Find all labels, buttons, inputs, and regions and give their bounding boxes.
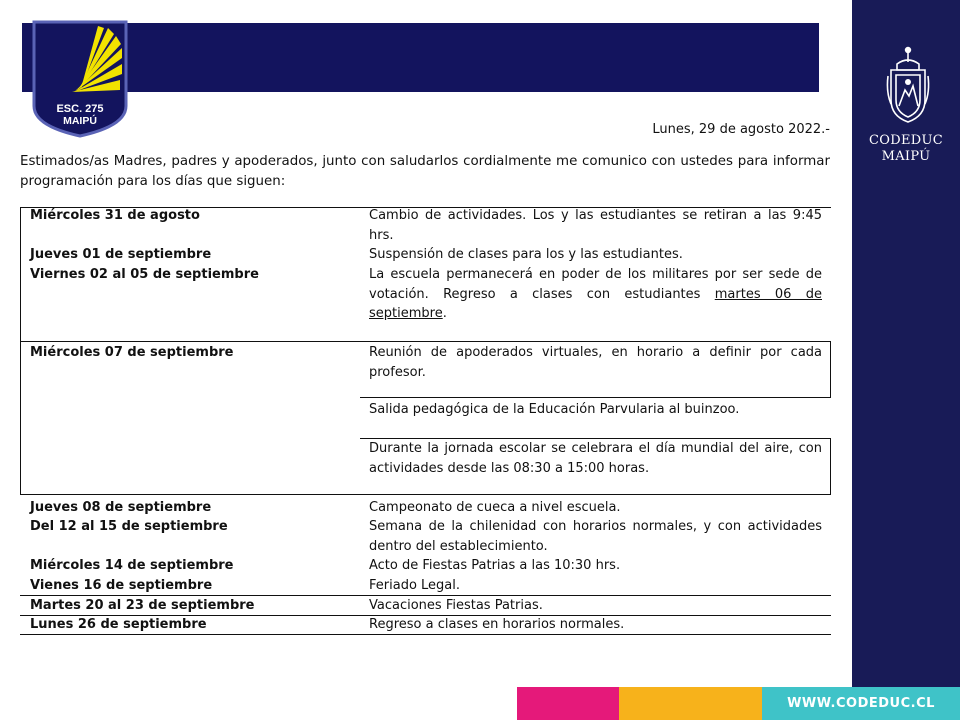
row-activity: Vacaciones Fiestas Patrias.	[369, 598, 543, 613]
codeduc-name: CODEDUC	[869, 133, 943, 148]
logo-top-text: G. RIESCO E.	[30, 10, 88, 20]
codeduc-city: MAIPÚ	[881, 149, 931, 164]
letter-date: Lunes, 29 de agosto 2022.-	[652, 122, 830, 137]
table-subdivider	[360, 397, 831, 398]
row-activity: Suspensión de clases para los y las estudiantes.	[369, 247, 683, 262]
row-activity	[369, 265, 822, 324]
footer-website-bar	[762, 687, 960, 720]
row-day: Jueves 08 de septiembre	[30, 500, 212, 515]
row-activity: Salida pedagógica de la Educación Parvularia al buinzoo.	[369, 402, 740, 417]
table-border-right	[830, 341, 831, 397]
table-divider	[20, 494, 831, 495]
row-activity: Feriado Legal.	[369, 578, 460, 593]
row-day: Vienes 16 de septiembre	[30, 578, 213, 593]
table-divider	[20, 341, 831, 342]
codeduc-emblem-icon	[885, 46, 931, 124]
website-link[interactable]: WWW.CODEDUC.CL	[787, 696, 935, 711]
row-day: Miércoles 14 de septiembre	[30, 558, 234, 573]
row-activity: Durante la jornada escolar se celebrara el día mundial del aire, con actividades desde las 08:30 a 15:00 horas.	[369, 441, 822, 476]
row-activity-text: La escuela permanecerá en poder de los militares por ser sede de votación. Regreso a clases con estudiantes	[369, 267, 822, 302]
row-day: Jueves 01 de septiembre	[30, 247, 212, 262]
row-activity: Acto de Fiestas Patrias a las 10:30 hrs.	[369, 558, 621, 573]
row-day: Martes 20 al 23 de septiembre	[30, 598, 255, 613]
table-border-left	[20, 341, 21, 495]
row-activity-link: martes 06 de septiembre	[369, 286, 822, 322]
row-day: Lunes 26 de septiembre	[30, 617, 207, 632]
row-activity: Reunión de apoderados virtuales, en horario a definir por cada profesor.	[369, 345, 822, 380]
school-logo	[30, 10, 130, 138]
row-day: Miércoles 07 de septiembre	[30, 345, 234, 360]
table-border-left	[20, 207, 21, 341]
header-bar	[22, 23, 819, 92]
logo-esc-text: ESC. 275	[56, 103, 104, 115]
row-activity: Cambio de actividades. Los y las estudiantes se retiran a las 9:45 hrs.	[369, 208, 822, 243]
row-day: Miércoles 31 de agosto	[30, 208, 200, 223]
row-day: Viernes 02 al 05 de septiembre	[30, 267, 259, 282]
table-border-right	[830, 438, 831, 495]
row-day: Del 12 al 15 de septiembre	[30, 519, 228, 534]
row-activity-end: .	[442, 306, 447, 322]
footer-stripe-orange	[619, 687, 762, 720]
footer-stripe-magenta	[517, 687, 619, 720]
logo-city-text: MAIPÚ	[63, 115, 97, 127]
row-activity: Semana de la chilenidad con horarios normales, y con actividades dentro del establecimiento.	[369, 519, 822, 554]
row-activity: Campeonato de cueca a nivel escuela.	[369, 500, 621, 515]
letter-intro: Estimados/as Madres, padres y apoderados, junto con saludarlos cordialmente me comunico con ustedes para informar programación para los días que siguen:	[20, 154, 830, 189]
row-activity: Regreso a clases en horarios normales.	[369, 617, 625, 632]
